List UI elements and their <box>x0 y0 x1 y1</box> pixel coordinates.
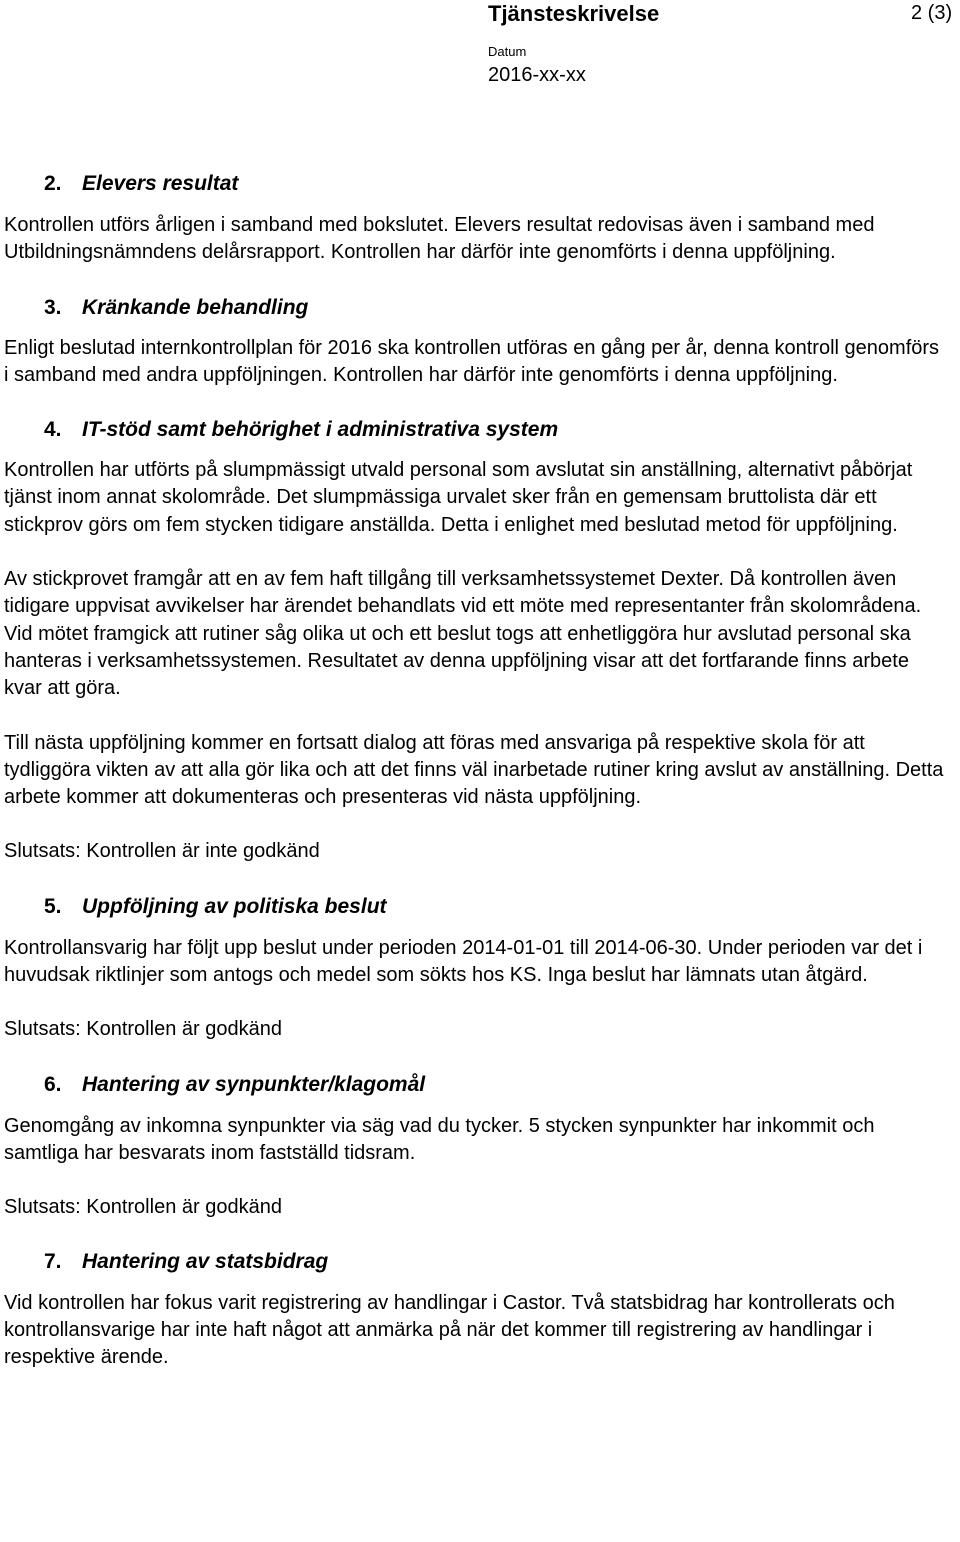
section-paragraph: Kontrollen har utförts på slumpmässigt utvald personal som avslutat sin anställning, alternativt påbörjat tjänst inom annat skolområde. Det slumpmässiga urvalet sker från en gemensam bruttolista där ett stickprov görs om fem stycken tidigare anställda. Detta i enlighet med beslutad metod för uppföljning. <box>4 459 913 536</box>
section-heading-statsbidrag <box>4 1248 948 1276</box>
section-heading-krankande-behandling <box>4 294 948 322</box>
section-heading-politiska-beslut <box>4 893 948 921</box>
section-number: 6. <box>44 1072 62 1096</box>
section-title: Uppföljning av politiska beslut <box>82 894 387 918</box>
section-heading-synpunkter <box>4 1071 948 1099</box>
section-conclusion: Slutsats: Kontrollen är inte godkänd <box>4 840 320 863</box>
section-paragraph: Genomgång av inkomna synpunkter via säg vad du tycker. 5 stycken synpunkter har inkommit och samtliga har besvarats inom fastställd tidsram. <box>4 1114 875 1164</box>
date-value: 2016-xx-xx <box>488 64 586 86</box>
section-paragraph: Kontrollen utförs årligen i samband med bokslutet. Elevers resultat redovisas även i samband med Utbildningsnämndens delårsrapport. Kontrollen har därför inte genomförts i denna uppföljning. <box>4 214 875 264</box>
section-title: Hantering av synpunkter/klagomål <box>82 1072 426 1096</box>
section-title: Kränkande behandling <box>82 295 309 319</box>
section-paragraph: Enligt beslutad internkontrollplan för 2016 ska kontrollen utföras en gång per år, denna kontroll genomförs i samband med andra uppföljningen. Kontrollen har därför inte genomförts i denna uppföljning. <box>4 336 940 386</box>
section-title: IT-stöd samt behörighet i administrativa system <box>82 418 559 442</box>
section-title: Hantering av statsbidrag <box>82 1249 329 1273</box>
section-number: 7. <box>44 1249 62 1273</box>
date-label: Datum <box>488 44 527 59</box>
document-body <box>4 170 948 1371</box>
section-heading-it-stod <box>4 416 948 444</box>
section-number: 5. <box>44 894 62 918</box>
section-number: 2. <box>44 172 62 195</box>
section-paragraph: Till nästa uppföljning kommer en fortsatt dialog att föras med ansvariga på respektive skola för att tydliggöra vikten av att alla gör lika och att det finns väl inarbetade rutiner kring avslut av anställning. Detta arbete kommer att dokumenteras och presenteras vid nästa uppföljning. <box>4 731 944 809</box>
section-title: Elevers resultat <box>82 172 239 195</box>
section-heading-elevers-resultat <box>4 170 948 198</box>
section-conclusion: Slutsats: Kontrollen är godkänd <box>4 1018 282 1041</box>
section-conclusion: Slutsats: Kontrollen är godkänd <box>4 1196 282 1219</box>
section-number: 4. <box>44 418 62 442</box>
page-number: 2 (3) <box>911 2 953 24</box>
document-title: Tjänsteskrivelse <box>488 1 660 26</box>
section-paragraph: Kontrollansvarig har följt upp beslut under perioden 2014-01-01 till 2014-06-30. Under perioden var det i huvudsak riktlinjer som antogs och medel som sökts hos KS. Inga beslut har lämnats utan åtgärd. <box>4 936 923 987</box>
section-number: 3. <box>44 295 62 319</box>
section-paragraph: Vid kontrollen har fokus varit registrering av handlingar i Castor. Två statsbidrag har kontrollerats och kontrollansvarige har inte haft något att anmärka på när det kommer till registrering av handlingar i respektive ärende. <box>4 1291 895 1369</box>
section-paragraph: Av stickprovet framgår att en av fem haft tillgång till verksamhetssystemet Dexter. Då kontrollen även tidigare uppvisat avvikelser har ärendet behandlats vid ett möte med representanter från skolområdena. Vid mötet framgick att rutiner såg olika ut och ett beslut togs att enhetliggöra hur avslutad personal ska hanteras i verksamhetssystemen. Resultatet av denna uppföljning visar att det fortfarande finns arbete kvar att göra. <box>4 568 922 700</box>
